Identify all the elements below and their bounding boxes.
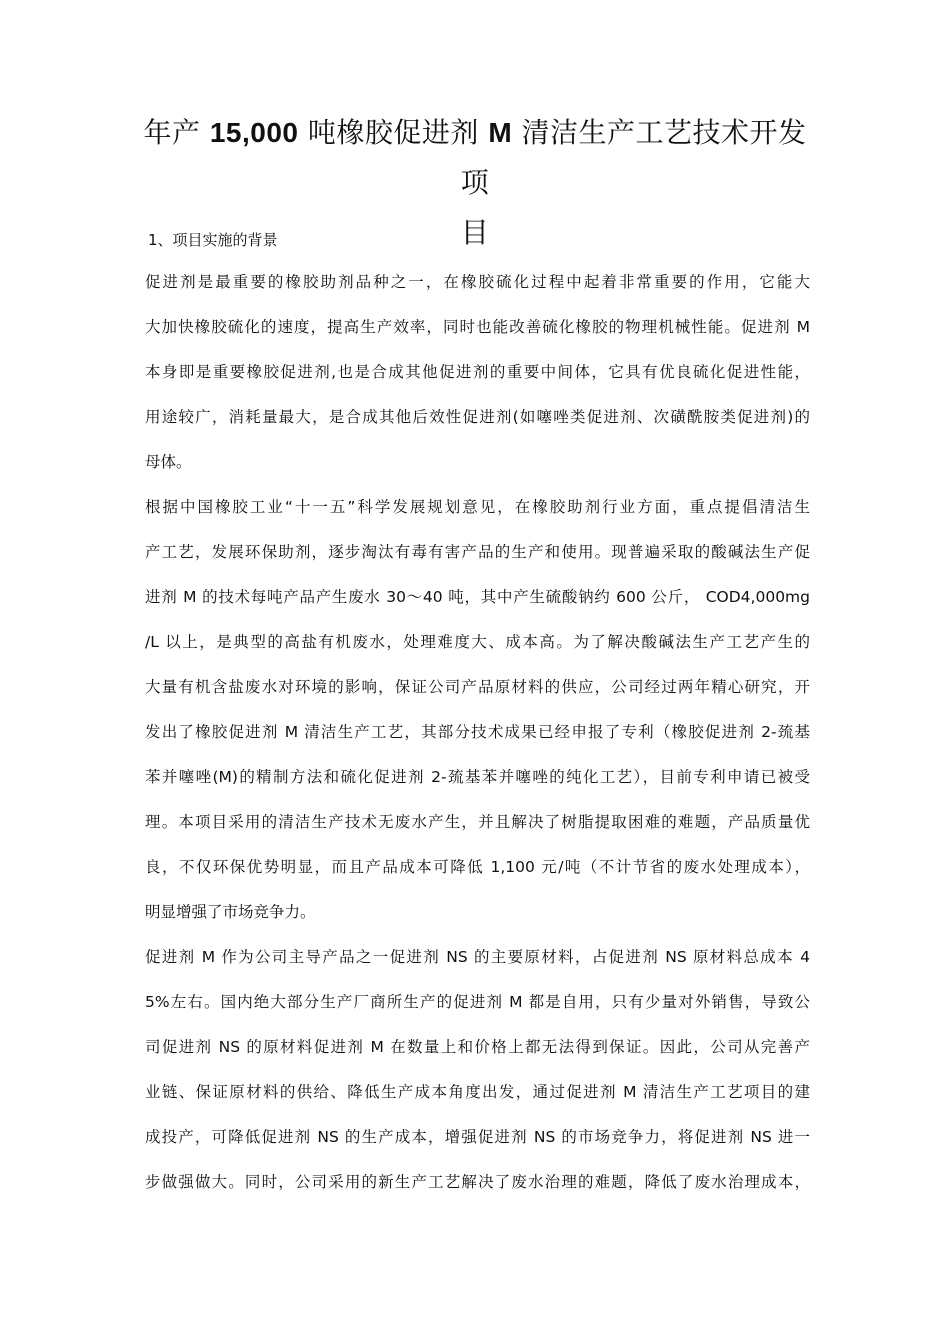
title-part-4: M xyxy=(488,117,513,148)
body-line: 成投产，可降低促进剂 NS 的生产成本，增强促进剂 NS 的市场竞争力，将促进剂 NS 进一 xyxy=(145,1128,810,1146)
body-line: 促进剂是最重要的橡胶助剂品种之一，在橡胶硫化过程中起着非常重要的作用，它能大 xyxy=(145,273,810,291)
body-line: 步做强做大。同时，公司采用的新生产工艺解决了废水治理的难题，降低了废水治理成本， xyxy=(145,1173,810,1191)
body-line: 良，不仅环保优势明显，而且产品成本可降低 1,100 元/吨（不计节省的废水处理成本）， xyxy=(145,858,810,876)
title-part-5: 清洁生产工艺技术开发项 xyxy=(460,116,807,199)
title-part-3: 吨橡胶促进剂 xyxy=(298,116,489,149)
body-line: 5%左右。国内绝大部分生产厂商所生产的促进剂 M 都是自用，只有少量对外销售，导致公 xyxy=(145,993,810,1011)
body-line: 司促进剂 NS 的原材料促进剂 M 在数量上和价格上都无法得到保证。因此，公司从完善产 xyxy=(145,1038,810,1056)
body-line: 母体。 xyxy=(145,453,192,471)
body-line: 本身即是重要橡胶促进剂,也是合成其他促进剂的重要中间体，它具有优良硫化促进性能， xyxy=(145,363,810,381)
body-line: /L 以上，是典型的高盐有机废水，处理难度大、成本高。为了解决酸碱法生产工艺产生的 xyxy=(145,633,810,651)
title-part-1: 年产 xyxy=(143,116,210,149)
body-line: 用途较广，消耗量最大，是合成其他后效性促进剂(如噻唑类促进剂、次磺酰胺类促进剂)的 xyxy=(145,408,810,426)
body-line: 发出了橡胶促进剂 M 清洁生产工艺，其部分技术成果已经申报了专利（橡胶促进剂 2-巯基 xyxy=(145,723,810,741)
body-line: 大加快橡胶硫化的速度，提高生产效率，同时也能改善硫化橡胶的物理机械性能。促进剂 M xyxy=(145,318,810,336)
body-line: 苯并噻唑(M)的精制方法和硫化促进剂 2-巯基苯并噻唑的纯化工艺），目前专利申请已被受 xyxy=(145,768,810,786)
title-part-2: 15,000 xyxy=(209,117,299,148)
body-line: 根据中国橡胶工业“十一五”科学发展规划意见，在橡胶助剂行业方面，重点提倡清洁生 xyxy=(145,498,810,516)
section-heading: 1、项目实施的背景 xyxy=(148,231,278,249)
body-line: 大量有机含盐废水对环境的影响，保证公司产品原材料的供应，公司经过两年精心研究，开 xyxy=(145,678,810,696)
body-line: 业链、保证原材料的供给、降低生产成本角度出发，通过促进剂 M 清洁生产工艺项目的建 xyxy=(145,1083,810,1101)
body-line: 产工艺，发展环保助剂，逐步淘汰有毒有害产品的生产和使用。现普遍采取的酸碱法生产促 xyxy=(145,543,810,561)
body-line: 进剂 M 的技术每吨产品产生废水 30～40 吨，其中产生硫酸钠约 600 公斤， COD4,000mg xyxy=(145,588,810,606)
body-line: 明显增强了市场竞争力。 xyxy=(145,903,316,921)
body-line: 促进剂 M 作为公司主导产品之一促进剂 NS 的主要原材料，占促进剂 NS 原材料总成本 4 xyxy=(145,948,810,966)
body-line: 理。本项目采用的清洁生产技术无废水产生，并且解决了树脂提取困难的难题，产品质量优 xyxy=(145,813,810,831)
title-line-2: 目 xyxy=(460,216,490,249)
